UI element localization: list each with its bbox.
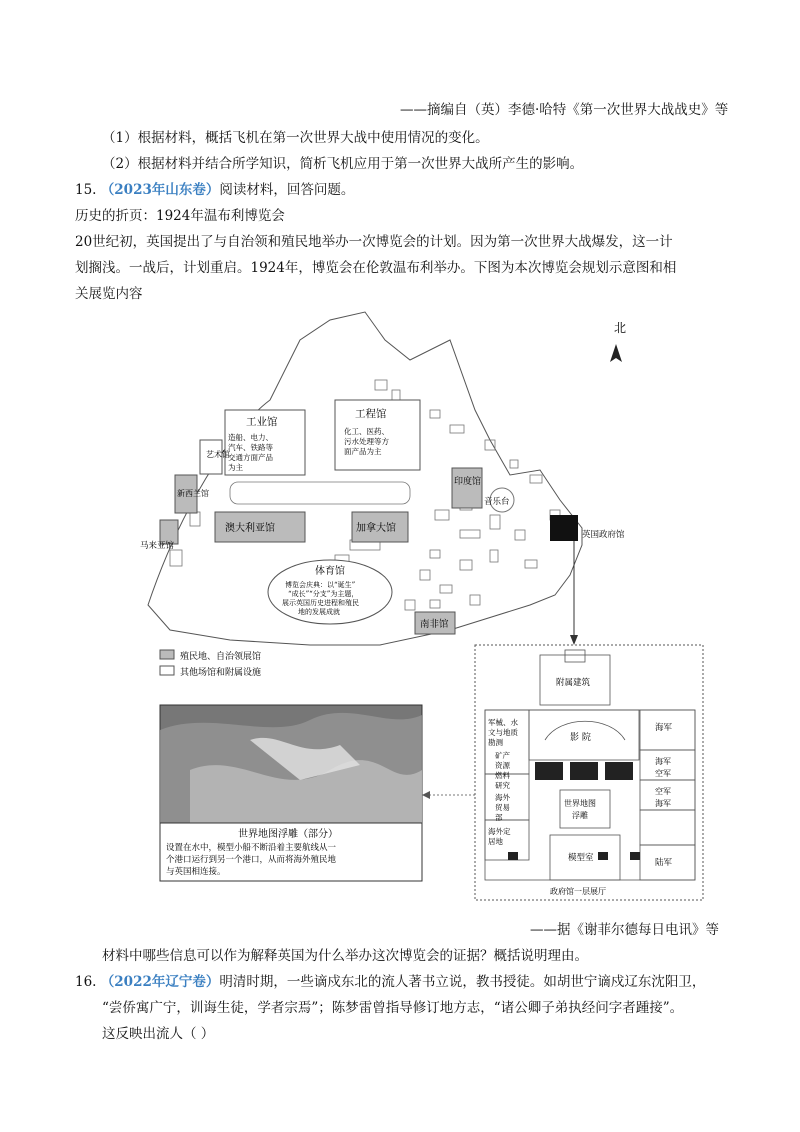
question-2: （2）根据材料并结合所学知识，简析飞机应用于第一次世界大战所产生的影响。 (102, 156, 584, 172)
legend-swatch-other (160, 666, 174, 675)
plan-mining: 燃料 (495, 771, 510, 780)
problem-16-line (75, 970, 705, 990)
plan-model-room: 模型室 (568, 853, 594, 863)
india-hall-label: 印度馆 (454, 477, 482, 487)
plan-mining: 资源 (495, 761, 510, 770)
stadium-desc: 地的发展成就 (298, 608, 340, 616)
plan-floor-label: 政府馆一层展厅 (550, 887, 606, 896)
question-15: 材料中哪些信息可以作为解释英国为什么举办这次博览会的证据？概括说明理由。 (102, 948, 588, 964)
problem-source-tag: （2022年辽宁卷） (100, 974, 220, 990)
problem-number: 16. (75, 974, 97, 990)
plan-world-relief: 浮雕 (572, 811, 588, 820)
stadium-desc: “成长”“分支”为主题， (288, 590, 359, 598)
problem-15-header (75, 178, 354, 198)
engineering-hall-label: 工程馆 (355, 408, 387, 420)
plan-settlement: 居地 (488, 837, 503, 846)
problem-text: 明清时期，一些谪戍东北的流人著书立说，教书授徒。如胡世宁谪戍辽东沈阳卫， (219, 974, 706, 990)
problem-source-tag: （2023年山东卷） (100, 182, 220, 198)
source-citation-bottom: ——据《谢菲尔德每日电讯》等 (530, 922, 719, 938)
industry-desc: 汽车、铁路等 (228, 443, 273, 452)
industry-desc: 交通方面产品 (228, 453, 273, 462)
plan-military: 文与地质 (488, 728, 518, 737)
material-paragraph-line: 20世纪初，英国提出了与自治领和殖民地举办一次博览会的计划。因为第一次世界大战爆发，这一计 (75, 234, 673, 250)
plan-overseas-trade: 部 (495, 813, 503, 822)
problem-16-line: 这反映出流人（ ） (102, 1026, 215, 1042)
north-label: 北 (614, 321, 627, 335)
australia-hall-label: 澳大利亚馆 (225, 523, 275, 534)
expo-plan-svg (130, 300, 720, 905)
industry-hall-label: 工业馆 (246, 416, 278, 428)
industry-desc: 造船、电力、 (228, 433, 273, 442)
stadium-desc: 展示英国历史进程和殖民 (282, 599, 359, 607)
plan-settlement: 海外定 (488, 827, 511, 836)
plan-navy-air: 空军 (655, 769, 671, 778)
plan-world-relief: 世界地图 (564, 799, 596, 808)
plan-cinema: 影 院 (570, 733, 591, 743)
plan-military: 勘测 (488, 738, 503, 747)
problem-lead: 阅读材料，回答问题。 (219, 182, 355, 198)
arrow-down-icon (570, 635, 578, 645)
source-citation-top: ——摘编自（英）李德·哈特《第一次世界大战战史》等 (400, 102, 729, 118)
legend-swatch-colony (160, 650, 174, 659)
canada-hall-label: 加拿大馆 (356, 523, 396, 534)
photo-caption: 世界地图浮雕（部分） (238, 829, 338, 840)
art-hall-label: 艺术馆 (206, 450, 230, 459)
engineering-desc: 面产品为主 (344, 447, 382, 456)
photo-desc: 与英国相连接。 (166, 867, 226, 877)
plan-military: 军械、水 (488, 718, 518, 727)
stadium-desc: 博览会庆典：以“诞生” (285, 581, 356, 589)
uk-gov-hall-label: 英国政府馆 (582, 530, 625, 540)
stadium-label: 体育馆 (315, 566, 345, 577)
plan-navy-air: 海军 (655, 757, 671, 766)
north-arrow-icon (610, 344, 622, 362)
material-paragraph-line: 划搁浅。一战后，计划重启。1924年，博览会在伦敦温布利举办。下图为本次博览会规划示意图和相 (75, 260, 677, 276)
material-subtitle: 历史的折页：1924年温布利博览会 (75, 208, 285, 224)
uk-government-hall (550, 515, 578, 541)
industry-desc: 为主 (228, 463, 243, 472)
material-paragraph-line: 关展览内容 (75, 286, 143, 302)
plan-overseas-trade: 贸易 (495, 803, 510, 812)
plan-air-navy: 空军 (655, 787, 671, 796)
problem-number: 15. (75, 182, 97, 198)
plan-mining: 研究 (495, 781, 510, 790)
problem-16-line: “尝侨寓广宁，训诲生徒，学者宗焉”；陈梦雷曾指导修订地方志，“诸公卿子弟执经问字者踵接”。 (102, 1000, 684, 1016)
malaya-hall-label: 马来亚馆 (140, 541, 175, 551)
legend-colony: 殖民地、自治领展馆 (180, 652, 262, 662)
photo-desc: 设置在水中，模型小船不断沿着主要航线从一 (166, 843, 337, 853)
question-1: （1）根据材料，概括飞机在第一次世界大战中使用情况的变化。 (102, 130, 489, 146)
music-stage-label: 音乐台 (484, 497, 510, 507)
arrow-left-icon (422, 791, 430, 799)
expo-plan-figure (130, 300, 720, 905)
plan-overseas-trade: 海外 (495, 793, 510, 802)
legend-other: 其他场馆和附属设施 (180, 668, 262, 678)
plan-mining: 矿产 (495, 751, 510, 760)
plan-navy-top: 海军 (655, 723, 673, 733)
nz-hall-label: 新西兰馆 (177, 489, 209, 498)
engineering-desc: 化工、医药、 (344, 427, 389, 436)
engineering-desc: 污水处理等方 (344, 437, 389, 446)
photo-desc: 个港口运行到另一个港口，从而将海外殖民地 (166, 855, 337, 865)
plan-annex: 附属建筑 (556, 678, 591, 688)
plan-army: 陆军 (655, 858, 673, 868)
india-hall (452, 468, 482, 508)
south-africa-hall-label: 南非馆 (420, 619, 449, 630)
plan-air-navy: 海军 (655, 799, 671, 808)
